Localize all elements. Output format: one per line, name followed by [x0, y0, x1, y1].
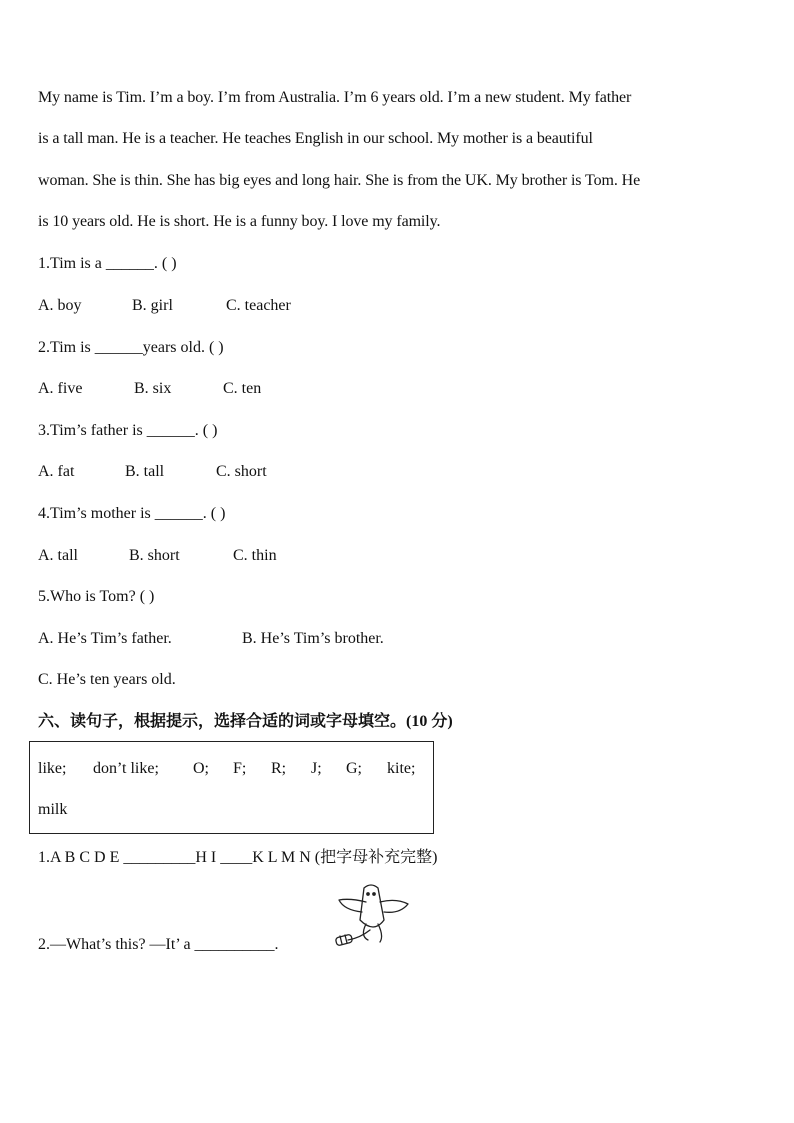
- question-4-options: [38, 546, 277, 566]
- section-6-item-2: 2.—What’s this? —It’ a __________.: [38, 936, 279, 953]
- word-bank-item: don’t like;: [93, 760, 159, 777]
- word-bank-item: F;: [233, 760, 247, 777]
- question-1-options: [38, 296, 291, 316]
- option-c[interactable]: C. thin: [233, 547, 277, 564]
- word-bank-box: [29, 741, 434, 834]
- question-2-options: [38, 379, 261, 399]
- section-6-title: 六、读句子，根据提示，选择合适的词或字母填空。: [38, 711, 407, 730]
- word-bank-item: O;: [193, 760, 209, 777]
- passage-line-3: woman. She is thin. She has big eyes and long hair. She is from the UK. My brother is Tom. He: [38, 172, 641, 189]
- question-3-stem: 3.Tim’s father is ______. ( ): [38, 422, 218, 439]
- option-c[interactable]: C. teacher: [226, 297, 291, 314]
- option-a[interactable]: A. He’s Tim’s father.: [38, 630, 172, 647]
- question-4-stem: 4.Tim’s mother is ______. ( ): [38, 505, 226, 522]
- option-b[interactable]: B. He’s Tim’s brother.: [242, 630, 384, 647]
- passage-line-2: is a tall man. He is a teacher. He teaches English in our school. My mother is a beautiful: [38, 130, 593, 147]
- section-6-heading: [38, 711, 453, 732]
- passage-line-4: is 10 years old. He is short. He is a funny boy. I love my family.: [38, 213, 441, 230]
- option-a[interactable]: A. fat: [38, 463, 75, 480]
- question-2-stem: 2.Tim is ______years old. ( ): [38, 339, 224, 356]
- question-5-options-row-1: [38, 629, 384, 649]
- option-b[interactable]: B. short: [129, 547, 180, 564]
- question-5-options-row-2: [38, 670, 176, 690]
- word-bank-item: R;: [271, 760, 287, 777]
- kite-icon: [330, 880, 412, 952]
- option-c[interactable]: C. short: [216, 463, 267, 480]
- word-bank-item: kite;: [387, 760, 416, 777]
- question-5-stem: 5.Who is Tom? ( ): [38, 588, 155, 605]
- word-bank-row-1: [38, 759, 415, 779]
- passage-line-1: My name is Tim. I’m a boy. I’m from Australia. I’m 6 years old. I’m a new student. My father: [38, 89, 632, 106]
- option-a[interactable]: A. five: [38, 380, 83, 397]
- option-b[interactable]: B. tall: [125, 463, 165, 480]
- option-b[interactable]: B. six: [134, 380, 172, 397]
- option-c[interactable]: C. He’s ten years old.: [38, 671, 176, 688]
- section-6-score: (10 分): [406, 713, 453, 730]
- word-bank-item: like;: [38, 760, 67, 777]
- section-6-item-1: 1.A B C D E _________H I ____K L M N (把字母补充完整): [38, 849, 438, 866]
- option-a[interactable]: A. tall: [38, 547, 78, 564]
- question-1-stem: 1.Tim is a ______. ( ): [38, 255, 177, 272]
- question-3-options: [38, 462, 267, 482]
- option-a[interactable]: A. boy: [38, 297, 82, 314]
- word-bank-item: J;: [311, 760, 322, 777]
- option-b[interactable]: B. girl: [132, 297, 173, 314]
- word-bank-row-2: milk: [38, 801, 68, 818]
- option-c[interactable]: C. ten: [223, 380, 262, 397]
- word-bank-item: G;: [346, 760, 362, 777]
